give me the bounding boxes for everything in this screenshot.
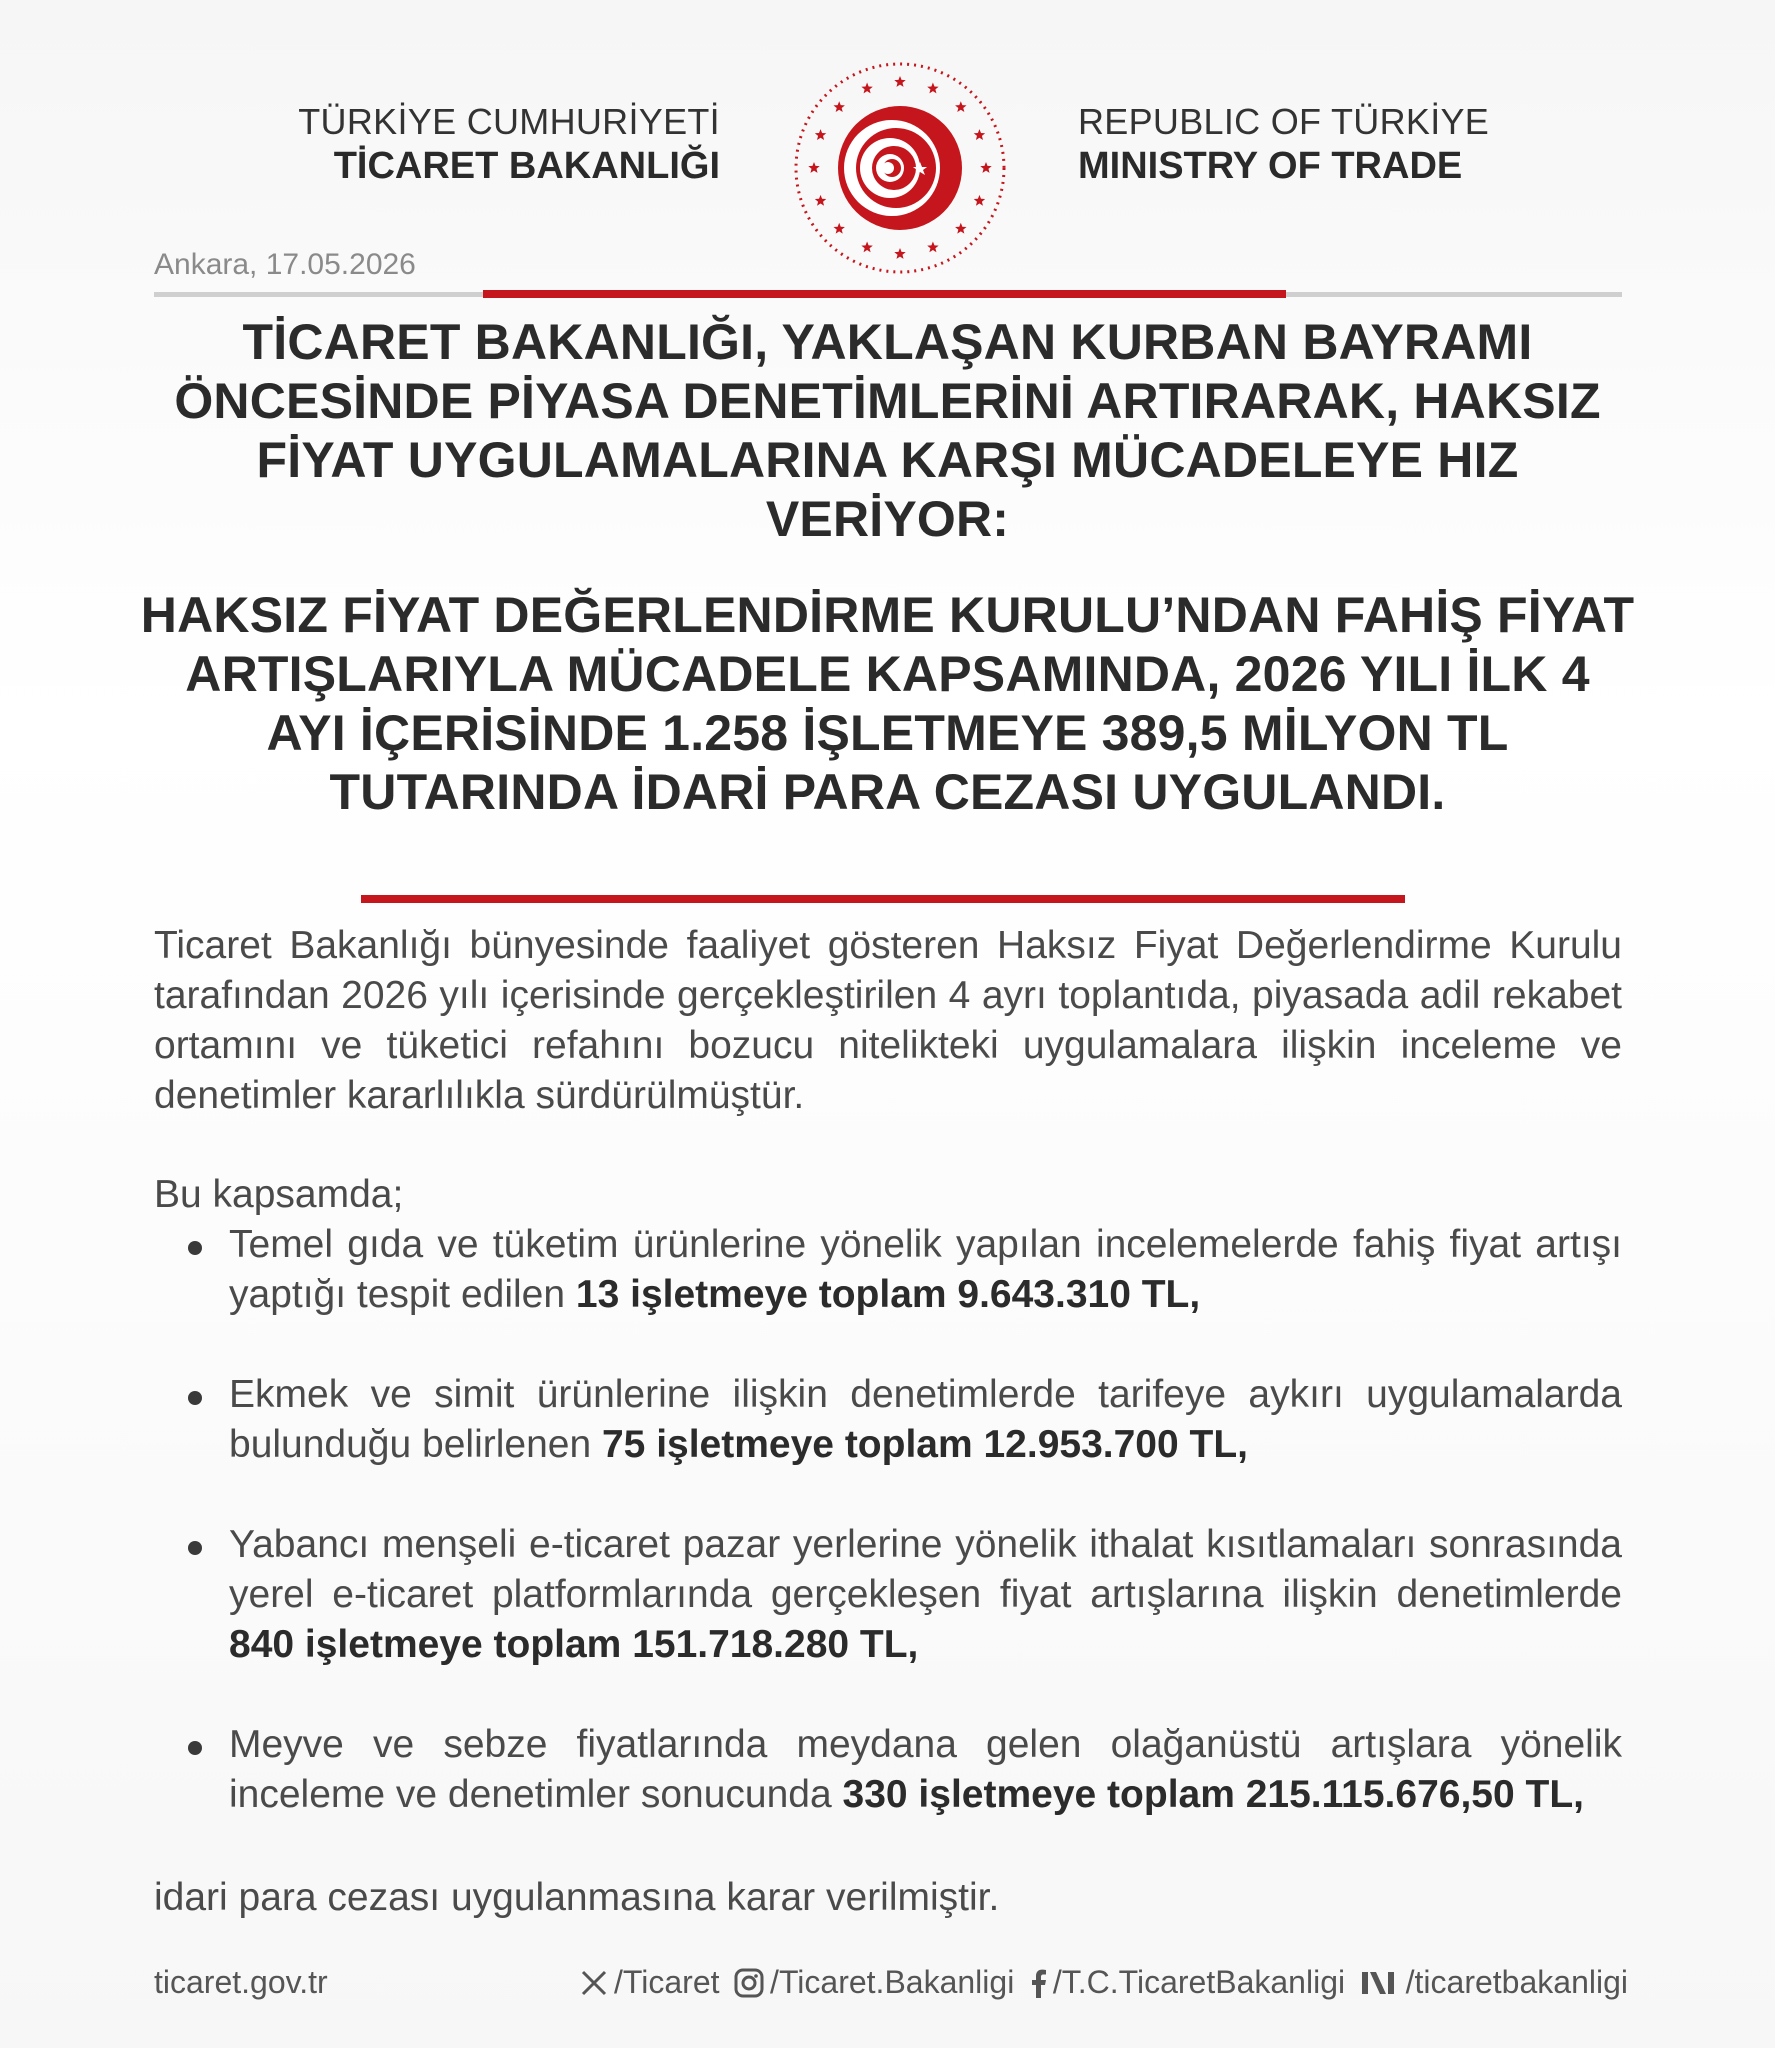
- seal-star-icon: [833, 101, 844, 112]
- header-left: [200, 100, 720, 188]
- seal-star-icon: [808, 162, 819, 173]
- seal-star-icon: [894, 76, 905, 87]
- list-item: Ekmek ve simit ürünlerine ilişkin denetimlerde tarifeye aykırı uygulamalarda bulunduğu belirlenen 75 işletmeye toplam 12.953.700 TL,: [154, 1370, 1622, 1470]
- x-link[interactable]: /Ticaret: [580, 1964, 720, 2001]
- seal-star-icon: [861, 83, 872, 94]
- header-left-line2: TİCARET BAKANLIĞI: [333, 145, 720, 187]
- seal-star-icon: [894, 248, 905, 259]
- seal-star-icon: [974, 129, 985, 140]
- list-item: Temel gıda ve tüketim ürünlerine yönelik yapılan incelemelerde fahiş fiyat artışı yaptığı tespit edilen 13 işletmeye toplam 9.643.310 TL,: [154, 1220, 1622, 1320]
- date-line: Ankara, 17.05.2026: [154, 248, 416, 281]
- facebook-icon: [1029, 1968, 1047, 1998]
- header-right: [1078, 100, 1598, 188]
- instagram-link[interactable]: /Ticaret.Bakanligi: [734, 1964, 1014, 2001]
- header-right-line1: REPUBLIC OF TÜRKİYE: [1078, 101, 1490, 142]
- intro-paragraph: Ticaret Bakanlığı bünyesinde faaliyet gösteren Haksız Fiyat Değerlendirme Kurulu tarafından 2026 yılı içerisinde gerçekleştirilen 4 ayrı toplantıda, piyasada adil rekabet ortamını ve tüketici refahını bozucu nitelikteki uygulamalara ilişkin inceleme ve denetimler kararlılıkla sürdürülmüştür.: [154, 924, 1622, 1117]
- seal-star-icon: [815, 129, 826, 140]
- closing-sentence: idari para cezası uygulanmasına karar verilmiştir.: [154, 1876, 1000, 1919]
- bullet-icon: [188, 1541, 202, 1555]
- x-icon: [580, 1969, 608, 1997]
- headline-primary: TİCARET BAKANLIĞI, YAKLAŞAN KURBAN BAYRAMI ÖNCESİNDE PİYASA DENETİMLERİNİ ARTIRARAK, HAKSIZ FİYAT UYGULAMALARINA KARŞI MÜCADELEYE HIZ VERİYOR:: [174, 314, 1601, 547]
- nsosyal-icon: [1360, 1969, 1400, 1997]
- bullet-icon: [188, 1741, 202, 1755]
- seal-star-icon: [927, 241, 938, 252]
- divider-red-mid: [361, 895, 1405, 903]
- social-links: [580, 1964, 1628, 2001]
- list-item: Yabancı menşeli e-ticaret pazar yerlerine yönelik ithalat kısıtlamaları sonrasında yerel e-ticaret platformlarında gerçekleşen fiyat artışlarına ilişkin denetimlerde 840 işletmeye toplam 151.718.280 TL,: [154, 1520, 1622, 1670]
- scope-label: Bu kapsamda;: [154, 1173, 404, 1216]
- facebook-link[interactable]: /T.C.TicaretBakanligi: [1029, 1964, 1345, 2001]
- seal-star-icon: [980, 162, 991, 173]
- penalty-list: [154, 1220, 1622, 1820]
- list-item: Meyve ve sebze fiyatlarında meydana gelen olağanüstü artışlara yönelik inceleme ve denetimler sonucunda 330 işletmeye toplam 215.115.676,50 TL,: [154, 1720, 1622, 1820]
- nsosyal-link[interactable]: /ticaretbakanligi: [1360, 1964, 1628, 2001]
- seal-star-icon: [861, 241, 872, 252]
- header-left-line1: TÜRKİYE CUMHURİYETİ: [298, 101, 720, 142]
- header-right-line2: MINISTRY OF TRADE: [1078, 145, 1463, 187]
- seal-star-icon: [974, 195, 985, 206]
- headline-secondary: HAKSIZ FİYAT DEĞERLENDİRME KURULU’NDAN FAHİŞ FİYAT ARTIŞLARIYLA MÜCADELE KAPSAMINDA, 2026 YILI İLK 4 AYI İÇERİSİNDE 1.258 İŞLETMEYE 389,5 MİLYON TL TUTARINDA İDARİ PARA CEZASI UYGULANDI.: [140, 587, 1635, 820]
- seal-star-icon: [815, 195, 826, 206]
- bullet-icon: [188, 1391, 202, 1405]
- seal-star-icon: [955, 101, 966, 112]
- ministry-seal-logo: [792, 60, 1008, 276]
- seal-star-icon: [927, 83, 938, 94]
- website-link[interactable]: ticaret.gov.tr: [154, 1964, 328, 2000]
- bullet-icon: [188, 1241, 202, 1255]
- seal-star-icon: [955, 223, 966, 234]
- seal-star-icon: [833, 223, 844, 234]
- instagram-icon: [734, 1968, 764, 1998]
- divider-red-top: [483, 290, 1286, 298]
